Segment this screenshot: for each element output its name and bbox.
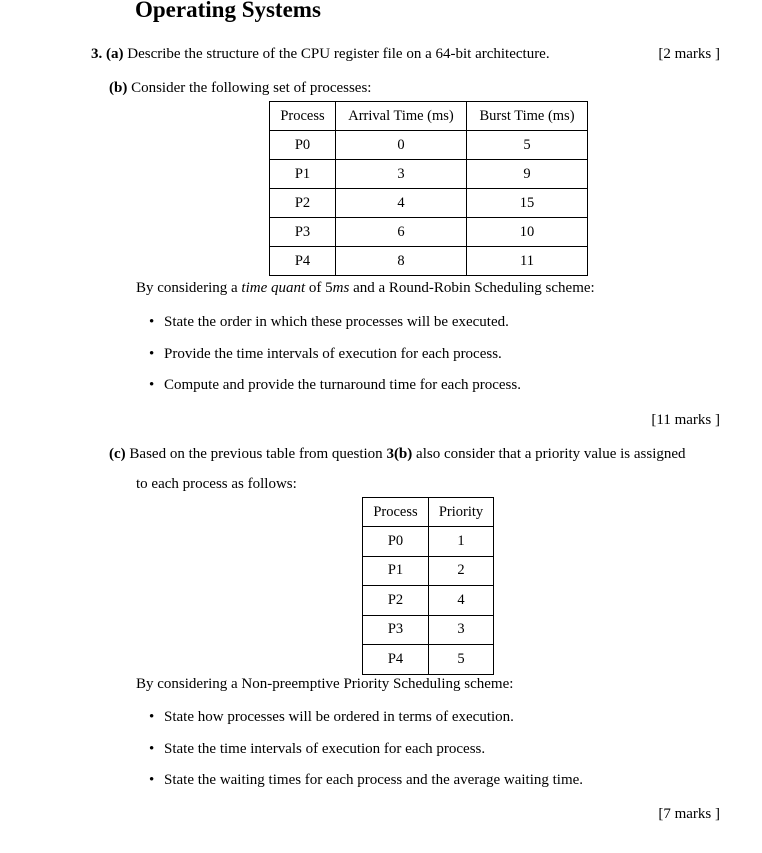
column-header: Priority bbox=[429, 498, 494, 527]
table-cell: P3 bbox=[363, 615, 429, 645]
table-cell: 6 bbox=[336, 218, 467, 247]
intro-italic: ms bbox=[332, 280, 350, 296]
table-cell: P1 bbox=[363, 556, 429, 586]
table-row bbox=[363, 586, 494, 616]
intro-text: of 5 bbox=[305, 280, 333, 296]
question-3b bbox=[109, 80, 371, 97]
marks-3b: [11 marks ] bbox=[651, 412, 720, 428]
part-label-c: (c) bbox=[109, 446, 126, 462]
intro-text: By considering a bbox=[136, 280, 242, 296]
column-header: Arrival Time (ms) bbox=[336, 102, 467, 131]
table-row bbox=[363, 645, 494, 675]
table-cell: P4 bbox=[363, 645, 429, 675]
priority-table bbox=[362, 497, 494, 675]
table-cell: 3 bbox=[336, 160, 467, 189]
question-reference: 3(b) bbox=[386, 446, 413, 462]
table-cell: 5 bbox=[467, 131, 588, 160]
bullet-list-3b bbox=[136, 314, 521, 409]
question-3a bbox=[91, 46, 550, 63]
question-3c-text: also consider that a priority value is assigned bbox=[412, 446, 686, 462]
table-cell: 3 bbox=[429, 615, 494, 645]
table-cell: P0 bbox=[270, 131, 336, 160]
table-cell: 1 bbox=[429, 527, 494, 557]
column-header: Process bbox=[270, 102, 336, 131]
round-robin-intro bbox=[136, 280, 595, 297]
list-item: • Provide the time intervals of execution for each process. bbox=[136, 346, 521, 378]
table-cell: 5 bbox=[429, 645, 494, 675]
part-label-b: (b) bbox=[109, 80, 128, 96]
question-number: 3. bbox=[91, 46, 103, 62]
list-item: • State the order in which these processes will be executed. bbox=[136, 314, 521, 346]
marks-3a: [2 marks ] bbox=[658, 46, 720, 62]
question-3b-text: Consider the following set of processes: bbox=[131, 80, 372, 96]
table-row bbox=[270, 247, 588, 276]
table-cell: 11 bbox=[467, 247, 588, 276]
table-cell: P3 bbox=[270, 218, 336, 247]
table-row bbox=[270, 160, 588, 189]
table-row bbox=[363, 615, 494, 645]
table-cell: 4 bbox=[429, 586, 494, 616]
table-cell: P2 bbox=[363, 586, 429, 616]
table-row bbox=[363, 556, 494, 586]
list-item: • State how processes will be ordered in terms of execution. bbox=[136, 709, 583, 741]
process-table bbox=[269, 101, 588, 276]
table-row bbox=[363, 527, 494, 557]
priority-intro: By considering a Non-preemptive Priority Scheduling scheme: bbox=[136, 676, 514, 692]
list-item: • State the time intervals of execution for each process. bbox=[136, 741, 583, 773]
question-3c bbox=[109, 446, 686, 463]
question-3a-text: Describe the structure of the CPU register file on a 64-bit architecture. bbox=[127, 46, 550, 62]
column-header: Burst Time (ms) bbox=[467, 102, 588, 131]
question-3c-text: Based on the previous table from question bbox=[129, 446, 387, 462]
table-cell: P0 bbox=[363, 527, 429, 557]
column-header: Process bbox=[363, 498, 429, 527]
intro-italic: time quant bbox=[241, 280, 306, 296]
table-cell: 15 bbox=[467, 189, 588, 218]
marks-3c: [7 marks ] bbox=[658, 806, 720, 822]
table-row bbox=[270, 131, 588, 160]
table-header-row bbox=[270, 102, 588, 131]
bullet-list-3c bbox=[136, 709, 583, 804]
page-title: Operating Systems bbox=[135, 0, 321, 22]
table-cell: 0 bbox=[336, 131, 467, 160]
list-item: • Compute and provide the turnaround time for each process. bbox=[136, 377, 521, 409]
question-3c-line2: to each process as follows: bbox=[136, 476, 297, 492]
table-cell: 10 bbox=[467, 218, 588, 247]
table-cell: P1 bbox=[270, 160, 336, 189]
table-row bbox=[270, 218, 588, 247]
part-label-a: (a) bbox=[106, 46, 124, 62]
intro-text: and a Round-Robin Scheduling scheme: bbox=[349, 280, 595, 296]
table-cell: P2 bbox=[270, 189, 336, 218]
table-cell: 2 bbox=[429, 556, 494, 586]
table-cell: 9 bbox=[467, 160, 588, 189]
list-item: • State the waiting times for each process and the average waiting time. bbox=[136, 772, 583, 804]
table-header-row bbox=[363, 498, 494, 527]
table-cell: 4 bbox=[336, 189, 467, 218]
table-cell: 8 bbox=[336, 247, 467, 276]
table-row bbox=[270, 189, 588, 218]
table-cell: P4 bbox=[270, 247, 336, 276]
